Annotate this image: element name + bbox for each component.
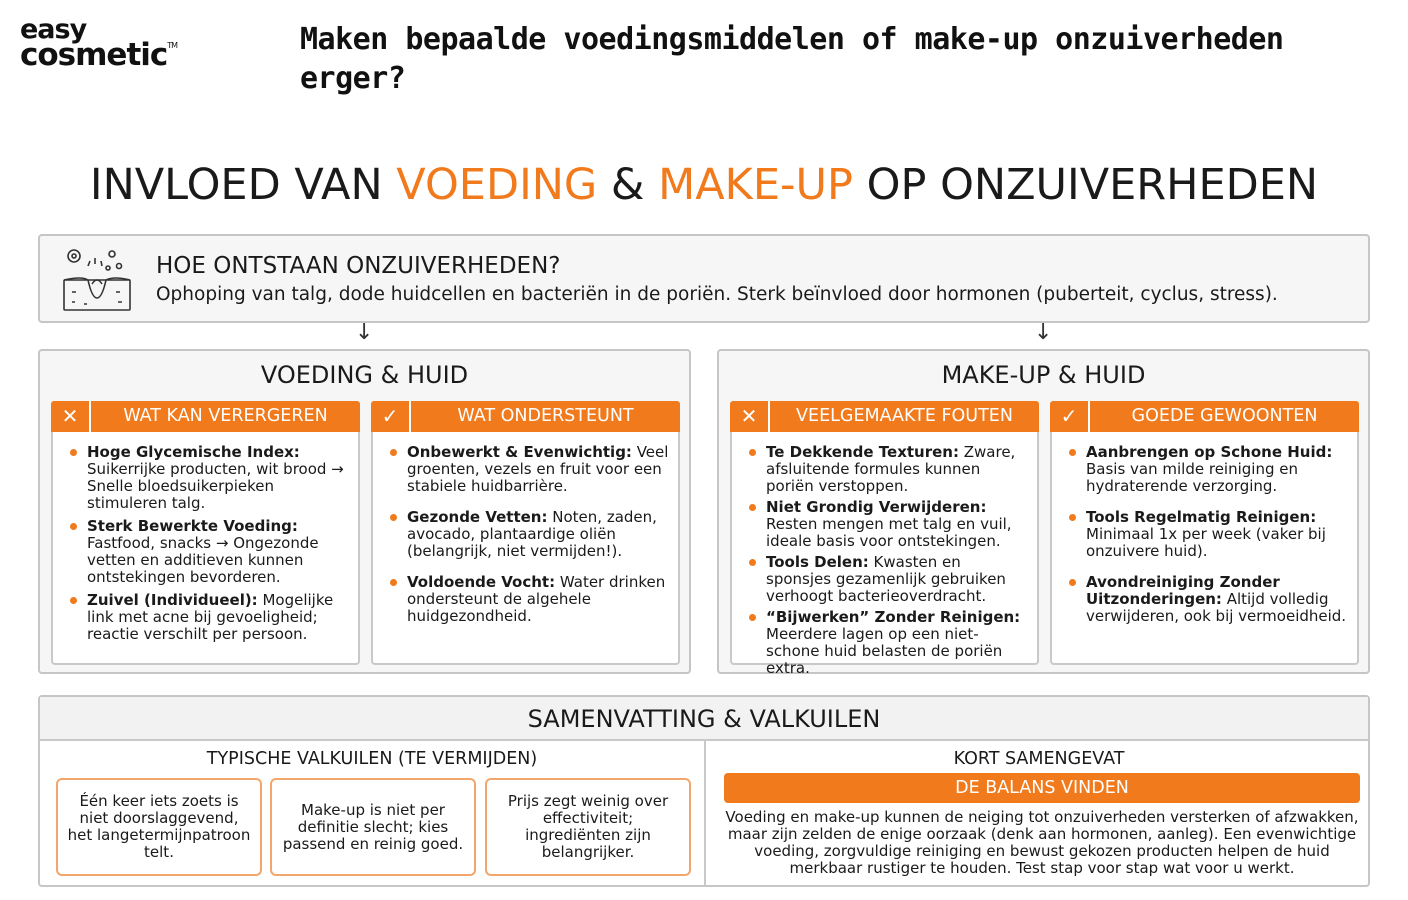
summary-text: Voeding en make-up kunnen de neiging tot onzuiverheden versterken of afzwakken, maar zijn zelden de enige oorzaak (denk aan hormonen, aanleg). Een evenwichtige voeding, zorgvuldige reiniging en bewust gekozen producten helpen de huid merkbaar rustiger te houden. Test stap voor stap wat voor u werkt. — [725, 808, 1359, 877]
item-bold: Voldoende Vocht: — [407, 573, 556, 591]
list-item — [387, 574, 670, 625]
item-text: Kwasten en sponsjes gezamenlijk gebruiken verhoogt bacterieoverdracht. — [766, 553, 1006, 605]
pitfall-card: Één keer iets zoets is niet doorslaggevend, het langetermijnpatroon telt. — [56, 778, 262, 876]
item-text: Basis van milde reiniging en hydraterende verzorging. — [1086, 460, 1298, 495]
intro-heading: HOE ONTSTAAN ONZUIVERHEDEN? — [156, 253, 561, 279]
item-bold: Sterk Bewerkte Voeding: — [87, 517, 298, 535]
short-summary-heading: KORT SAMENGEVAT — [953, 749, 1125, 769]
item-text: Minimaal 1x per week (vaker bij onzuivere huid). — [1086, 525, 1326, 560]
item-bold: Gezonde Vetten: — [407, 508, 548, 526]
item-text: Noten, zaden, avocado, plantaardige oliën (belangrijk, niet vermijden!). — [407, 508, 657, 560]
title-highlight-makeup: MAKE-UP — [658, 160, 853, 210]
infographic-title — [0, 160, 1408, 210]
item-bold: Onbewerkt & Evenwichtig: — [407, 443, 632, 461]
makeup-habits-card — [1050, 401, 1359, 665]
card-list — [387, 444, 670, 625]
item-text: Altijd volledig verwijderen, ook bij vermoeidheid. — [1086, 590, 1347, 625]
card-header — [730, 401, 1039, 432]
card-header-label: WAT ONDERSTEUNT — [457, 406, 634, 426]
item-bold: Aanbrengen op Schone Huid: — [1086, 443, 1333, 461]
card-header-label: WAT KAN VERERGEREN — [123, 406, 328, 426]
item-text: Suikerrijke producten, wit brood → Snelle bloedsuikerpieken stimuleren talg. — [87, 460, 344, 512]
item-bold: Tools Regelmatig Reinigen: — [1086, 508, 1317, 526]
item-text: Water drinken ondersteunt de algehele huidgezondheid. — [407, 573, 666, 625]
item-text: Fastfood, snacks → Ongezonde vetten en additieven kunnen ontstekingen bevorderen. — [87, 534, 319, 586]
card-header-label: GOEDE GEWOONTEN — [1131, 406, 1318, 426]
item-bold: Avondreiniging Zonder Uitzonderingen: — [1086, 573, 1280, 608]
list-item — [67, 592, 350, 643]
list-item — [746, 609, 1029, 677]
card-header — [371, 401, 680, 432]
x-icon: ✕ — [730, 401, 770, 432]
item-bold: Te Dekkende Texturen: — [766, 443, 959, 461]
list-item — [387, 444, 670, 495]
food-worse-card — [51, 401, 360, 665]
summary-box — [38, 695, 1370, 887]
list-item — [67, 518, 350, 586]
item-text: Meerdere lagen op een niet-schone huid belasten de poriën extra. — [766, 625, 1003, 677]
summary-title: SAMENVATTING & VALKUILEN — [40, 697, 1368, 741]
logo-word: cosmetic — [20, 37, 168, 74]
pitfall-card: Prijs zegt weinig over effectiviteit; ingrediënten zijn belangrijker. — [485, 778, 691, 876]
easy-cosmetic-logo — [20, 14, 178, 74]
title-part-1: INVLOED VAN — [89, 160, 397, 210]
card-list — [67, 444, 350, 643]
pitfall-card: Make-up is niet per definitie slecht; kies passend en reinig goed. — [270, 778, 476, 876]
check-icon: ✓ — [1050, 401, 1090, 432]
x-icon: ✕ — [51, 401, 91, 432]
card-list — [746, 444, 1029, 677]
food-panel — [38, 349, 691, 674]
card-header — [1050, 401, 1359, 432]
item-bold: Tools Delen: — [766, 553, 869, 571]
title-part-3: OP ONZUIVERHEDEN — [852, 160, 1319, 210]
item-bold: Niet Grondig Verwijderen: — [766, 498, 987, 516]
list-item — [746, 444, 1029, 495]
title-part-2: & — [597, 160, 659, 210]
card-list — [1066, 444, 1349, 625]
check-icon: ✓ — [371, 401, 411, 432]
list-item — [746, 554, 1029, 605]
title-highlight-food: VOEDING — [396, 160, 598, 210]
list-item — [1066, 509, 1349, 560]
skin-pore-icon — [62, 246, 132, 312]
list-item — [67, 444, 350, 512]
item-text: Veel groenten, vezels en fruit voor een stabiele huidbarrière. — [407, 443, 669, 495]
item-text: Zware, afsluitende formules kunnen poriën verstoppen. — [766, 443, 1016, 495]
pitfalls-heading: TYPISCHE VALKUILEN (TE VERMIJDEN) — [206, 749, 538, 769]
intro-box — [38, 234, 1370, 323]
list-item — [746, 499, 1029, 550]
list-item — [387, 509, 670, 560]
intro-text: Ophoping van talg, dode huidcellen en bacteriën in de poriën. Sterk beïnvloed door hormonen (puberteit, cyclus, stress). — [156, 284, 1278, 305]
food-panel-title: VOEDING & HUID — [260, 361, 469, 389]
item-bold: Hoge Glycemische Index: — [87, 443, 300, 461]
logo-trademark: TM — [167, 41, 178, 51]
card-header — [51, 401, 360, 432]
item-text: Resten mengen met talg en vuil, ideale basis voor ontstekingen. — [766, 515, 1012, 550]
food-support-card — [371, 401, 680, 665]
list-item — [1066, 574, 1349, 625]
list-item — [1066, 444, 1349, 495]
makeup-panel-title: MAKE-UP & HUID — [941, 361, 1146, 389]
logo-line-2 — [20, 37, 178, 74]
card-header-label: VEELGEMAAKTE FOUTEN — [796, 406, 1013, 426]
arrow-down-icon: ↓ — [355, 320, 374, 345]
balance-banner: DE BALANS VINDEN — [724, 773, 1360, 803]
item-text: Mogelijke link met acne bij gevoeligheid; reactie verschilt per persoon. — [87, 591, 334, 643]
makeup-panel — [717, 349, 1370, 677]
makeup-mistakes-card — [730, 401, 1039, 677]
arrow-down-icon: ↓ — [1034, 320, 1053, 345]
logo-line-1: easy — [20, 14, 87, 45]
page-question: Maken bepaalde voedingsmiddelen of make-up onzuiverheden erger? — [300, 22, 1284, 96]
item-bold: “Bijwerken” Zonder Reinigen: — [766, 608, 1021, 626]
item-bold: Zuivel (Individueel): — [87, 591, 258, 609]
